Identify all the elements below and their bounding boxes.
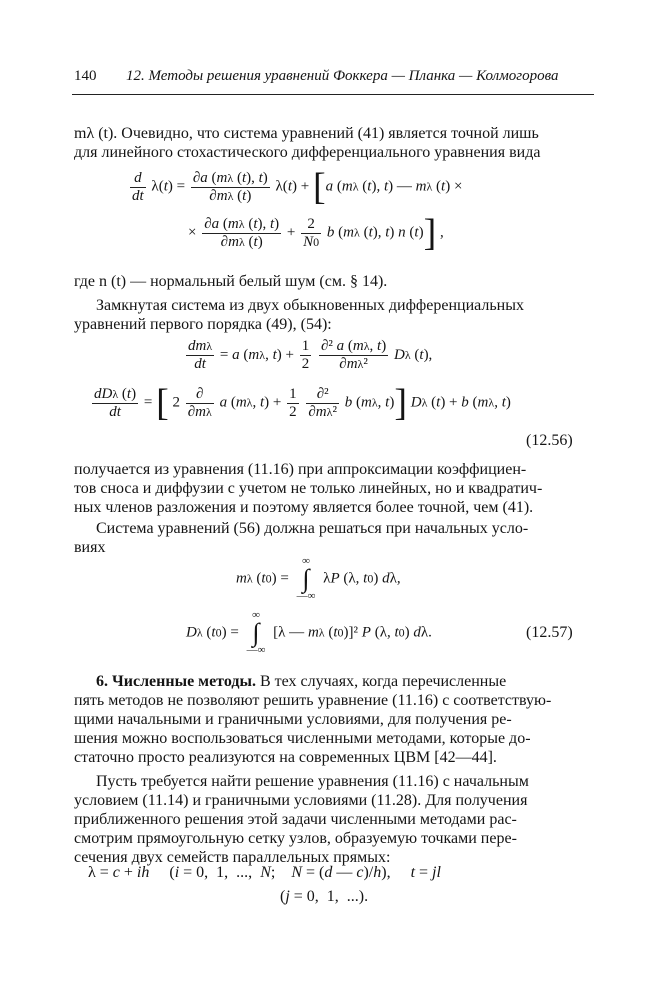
paragraph-line: статочно просто реализуются на современных ЦВМ [42—44]. [74, 749, 497, 766]
equation-1-text [0, 0, 1, 1]
paragraph-line: Пусть требуется найти решение уравнения (11.16) с начальным [96, 773, 529, 790]
paragraph-line: mλ (t). Очевидно, что система уравнений (41) является точной лишь [74, 125, 539, 142]
section-heading: 6. Численные методы. [96, 673, 256, 690]
equation-3-line-1: mλ (t0) = ∞ ∫ —∞ λP (λ, t0) dλ, [236, 555, 401, 602]
equation-2-line-2: $\frac{\text{dDλ (t)}}{dt}$ = [ 2 $\frac{\partial}{\partial m\lambda}$ a (mλ, t) + $\frac{1}{2}$ $\frac{\text{∂²}}{\text{∂mλ²}}$ b (mλ, t)] Dλ (t) + b (mλ, t) [94, 382, 511, 424]
paragraph-line: ных членов разложения и поэтому является более точной, чем (41). [74, 499, 534, 516]
header-rule [72, 94, 594, 95]
equation-4-line-2: (j = 0, 1, ...). [280, 888, 369, 905]
paragraph-line: получается из уравнения (11.16) при аппроксимации коэффициен- [74, 461, 527, 478]
page-number: 140 [74, 68, 97, 84]
paragraph-line: шения можно воспользоваться численными методами, которые до- [74, 730, 531, 747]
paragraph-line: В тех случаях, когда перечисленные [259, 673, 507, 690]
equation-2-line-1: $\frac{\text{dmλ}}{dt}$ = a (mλ, t) + $\frac{1}{2}$ $\frac{\text{∂² a (mλ, t)}}{\text{∂mλ²}}$ Dλ (t), [188, 338, 433, 372]
paragraph-line: Система уравнений (56) должна решаться при начальных усло- [96, 520, 529, 537]
paragraph-line: сечения двух семейств параллельных прямых: [74, 849, 391, 866]
paragraph-line: Замкнутая система из двух обыкновенных дифференциальных [96, 297, 524, 314]
paragraph-line: для линейного стохастического дифференциального уравнения вида [74, 144, 541, 161]
paragraph-line: уравнений первого порядка (49), (54): [74, 316, 332, 333]
paragraph-line: условием (11.14) и граничными условиями (11.28). Для получения [74, 792, 528, 809]
equation-1-line-2: × $\frac{\partial a (m\lambda (t), t)}{\partial m\lambda (t)}$ + $\frac{2}{N0}$ b (mλ (t), t) n (t)] , [188, 212, 444, 254]
equation-1-line-1: $\frac{d}{dt}$ λ(t) = $\frac{\partial a (m\lambda (t), t)}{\partial m\lambda (t)}$ λ(t) + [a (mλ (t), t) — mλ (t) × [132, 166, 463, 208]
equation-number: (12.57) [526, 624, 573, 641]
paragraph-line: пять методов не позволяют решить уравнение (11.16) с соответствую- [74, 692, 552, 709]
paragraph-line: смотрим прямоугольную сетку узлов, образуемую точками пере- [74, 830, 517, 847]
paragraph-line: приближенного решения этой задачи численными методами рас- [74, 811, 517, 828]
paragraph-line: виях [74, 539, 106, 556]
section-heading-line [74, 672, 594, 691]
paragraph-line: где n (t) — нормальный белый шум (см. § 14). [74, 273, 388, 290]
equation-number: (12.56) [526, 432, 573, 449]
paragraph-line: тов сноса и диффузии с учетом не только линейных, но и квадратич- [74, 480, 543, 497]
equation-4-line-1: λ = c + ih (i = 0, 1, ..., N; N = (d — c)/h), t = jl [88, 864, 441, 881]
paragraph-line: щими начальными и граничными условиями, для получения ре- [74, 711, 512, 728]
running-title: 12. Методы решения уравнений Фоккера — Планка — Колмогорова [126, 68, 559, 84]
equation-3-line-2: Dλ (t0) = ∞ ∫ —∞ [λ — mλ (t0)]² P (λ, t0) dλ. [186, 609, 432, 656]
